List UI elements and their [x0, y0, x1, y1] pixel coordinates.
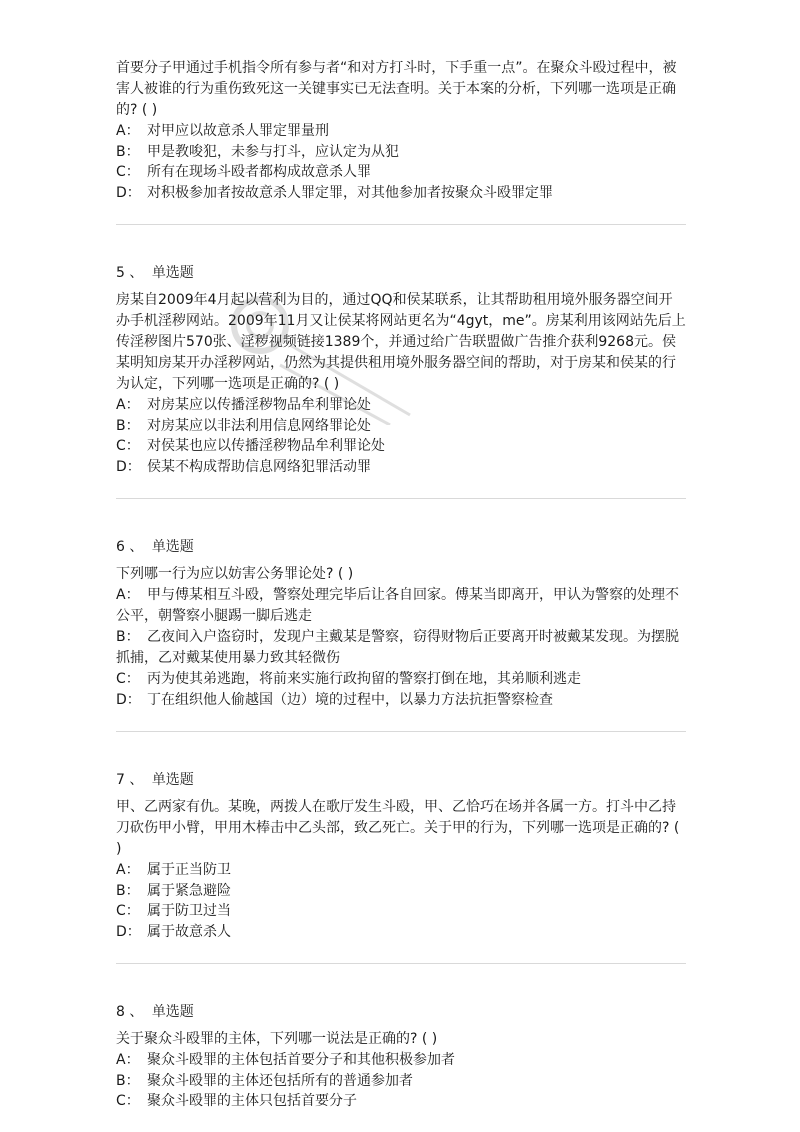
question-stem: 房某自2009年4月起以营利为目的，通过QQ和侯某联系，让其帮助租用境外服务器空间开办手机淫秽网站。2009年11月又让侯某将网站更名为“4gyt，me”。房某利用该网站先后上传淫秽图片570张、淫秽视频链接1389个，并通过给广告联盟做广告推介获利9268元。侯某明知房某开办淫秽网站，仍然为其提供租用境外服务器空间的帮助，对于房某和侯某的行为认定，下列哪一选项是正确的? ( ) [116, 292, 686, 392]
option-d: D： 侯某不构成帮助信息网络犯罪活动罪 [116, 458, 371, 475]
question-stem: 首要分子甲通过手机指令所有参与者“和对方打斗时，下手重一点”。在聚众斗殴过程中，被害人被谁的行为重伤致死这一关键事实已无法查明。关于本案的分析，下列哪一选项是正确的? ( ) [116, 60, 677, 118]
option-b: B： 聚众斗殴罪的主体还包括所有的普通参加者 [116, 1072, 413, 1089]
option-a: A： 甲与傅某相互斗殴，警察处理完毕后让各自回家。傅某当即离开，甲认为警察的处理不公平，朝警察小腿踢一脚后逃走 [116, 587, 679, 624]
option-c: C： 对侯某也应以传播淫秽物品牟利罪论处 [116, 438, 385, 454]
question-header: 7 、 单选题 [116, 772, 194, 788]
option-d: D： 对积极参加者按故意杀人罪定罪，对其他参加者按聚众斗殴罪定罪 [116, 184, 553, 201]
option-c: C： 属于防卫过当 [116, 903, 231, 919]
question-stem: 甲、乙两家有仇。某晚，两拨人在歌厅发生斗殴，甲、乙恰巧在场并各属一方。打斗中乙持刀砍伤甲小臂，甲用木棒击中乙头部，致乙死亡。关于甲的行为，下列哪一选项是正确的? ( ) [116, 799, 680, 857]
option-b: B： 乙夜间入户盗窃时，发现户主戴某是警察，窃得财物后正要离开时被戴某发现。为摆脱抓捕，乙对戴某使用暴力致其轻微伤 [116, 629, 679, 666]
question-header: 8 、 单选题 [116, 1004, 194, 1020]
option-c: C： 聚众斗殴罪的主体只包括首要分子 [116, 1093, 357, 1109]
option-a: A： 对甲应以故意杀人罪定罪量刑 [116, 123, 329, 139]
option-b: B： 甲是教唆犯，未参与打斗，应认定为从犯 [116, 143, 399, 160]
divider [116, 731, 686, 732]
option-c: C： 丙为使其弟逃跑，将前来实施行政拘留的警察打倒在地，其弟顺利逃走 [116, 671, 581, 687]
prev-question [116, 58, 686, 203]
divider [116, 498, 686, 499]
divider [116, 224, 686, 225]
option-a: A： 聚众斗殴罪的主体包括首要分子和其他积极参加者 [116, 1052, 455, 1068]
question-8 [116, 1002, 686, 1112]
question-header: 5 、 单选题 [116, 265, 194, 281]
document-page [116, 58, 686, 1112]
option-a: A： 属于正当防卫 [116, 862, 231, 878]
option-b: B： 对房某应以非法利用信息网络罪论处 [116, 417, 371, 434]
question-6 [116, 537, 686, 710]
question-5 [116, 263, 686, 477]
option-c: C： 所有在现场斗殴者都构成故意杀人罪 [116, 164, 371, 180]
question-7 [116, 770, 686, 942]
option-d: D： 丁在组织他人偷越国（边）境的过程中，以暴力方法抗拒警察检查 [116, 691, 553, 708]
question-stem: 下列哪一行为应以妨害公务罪论处? ( ) [116, 566, 354, 582]
option-d: D： 属于故意杀人 [116, 923, 231, 940]
divider [116, 963, 686, 964]
option-a: A： 对房某应以传播淫秽物品牟利罪论处 [116, 397, 371, 413]
question-stem: 关于聚众斗殴罪的主体，下列哪一说法是正确的? ( ) [116, 1031, 438, 1047]
option-b: B： 属于紧急避险 [116, 882, 231, 899]
question-header: 6 、 单选题 [116, 539, 194, 555]
